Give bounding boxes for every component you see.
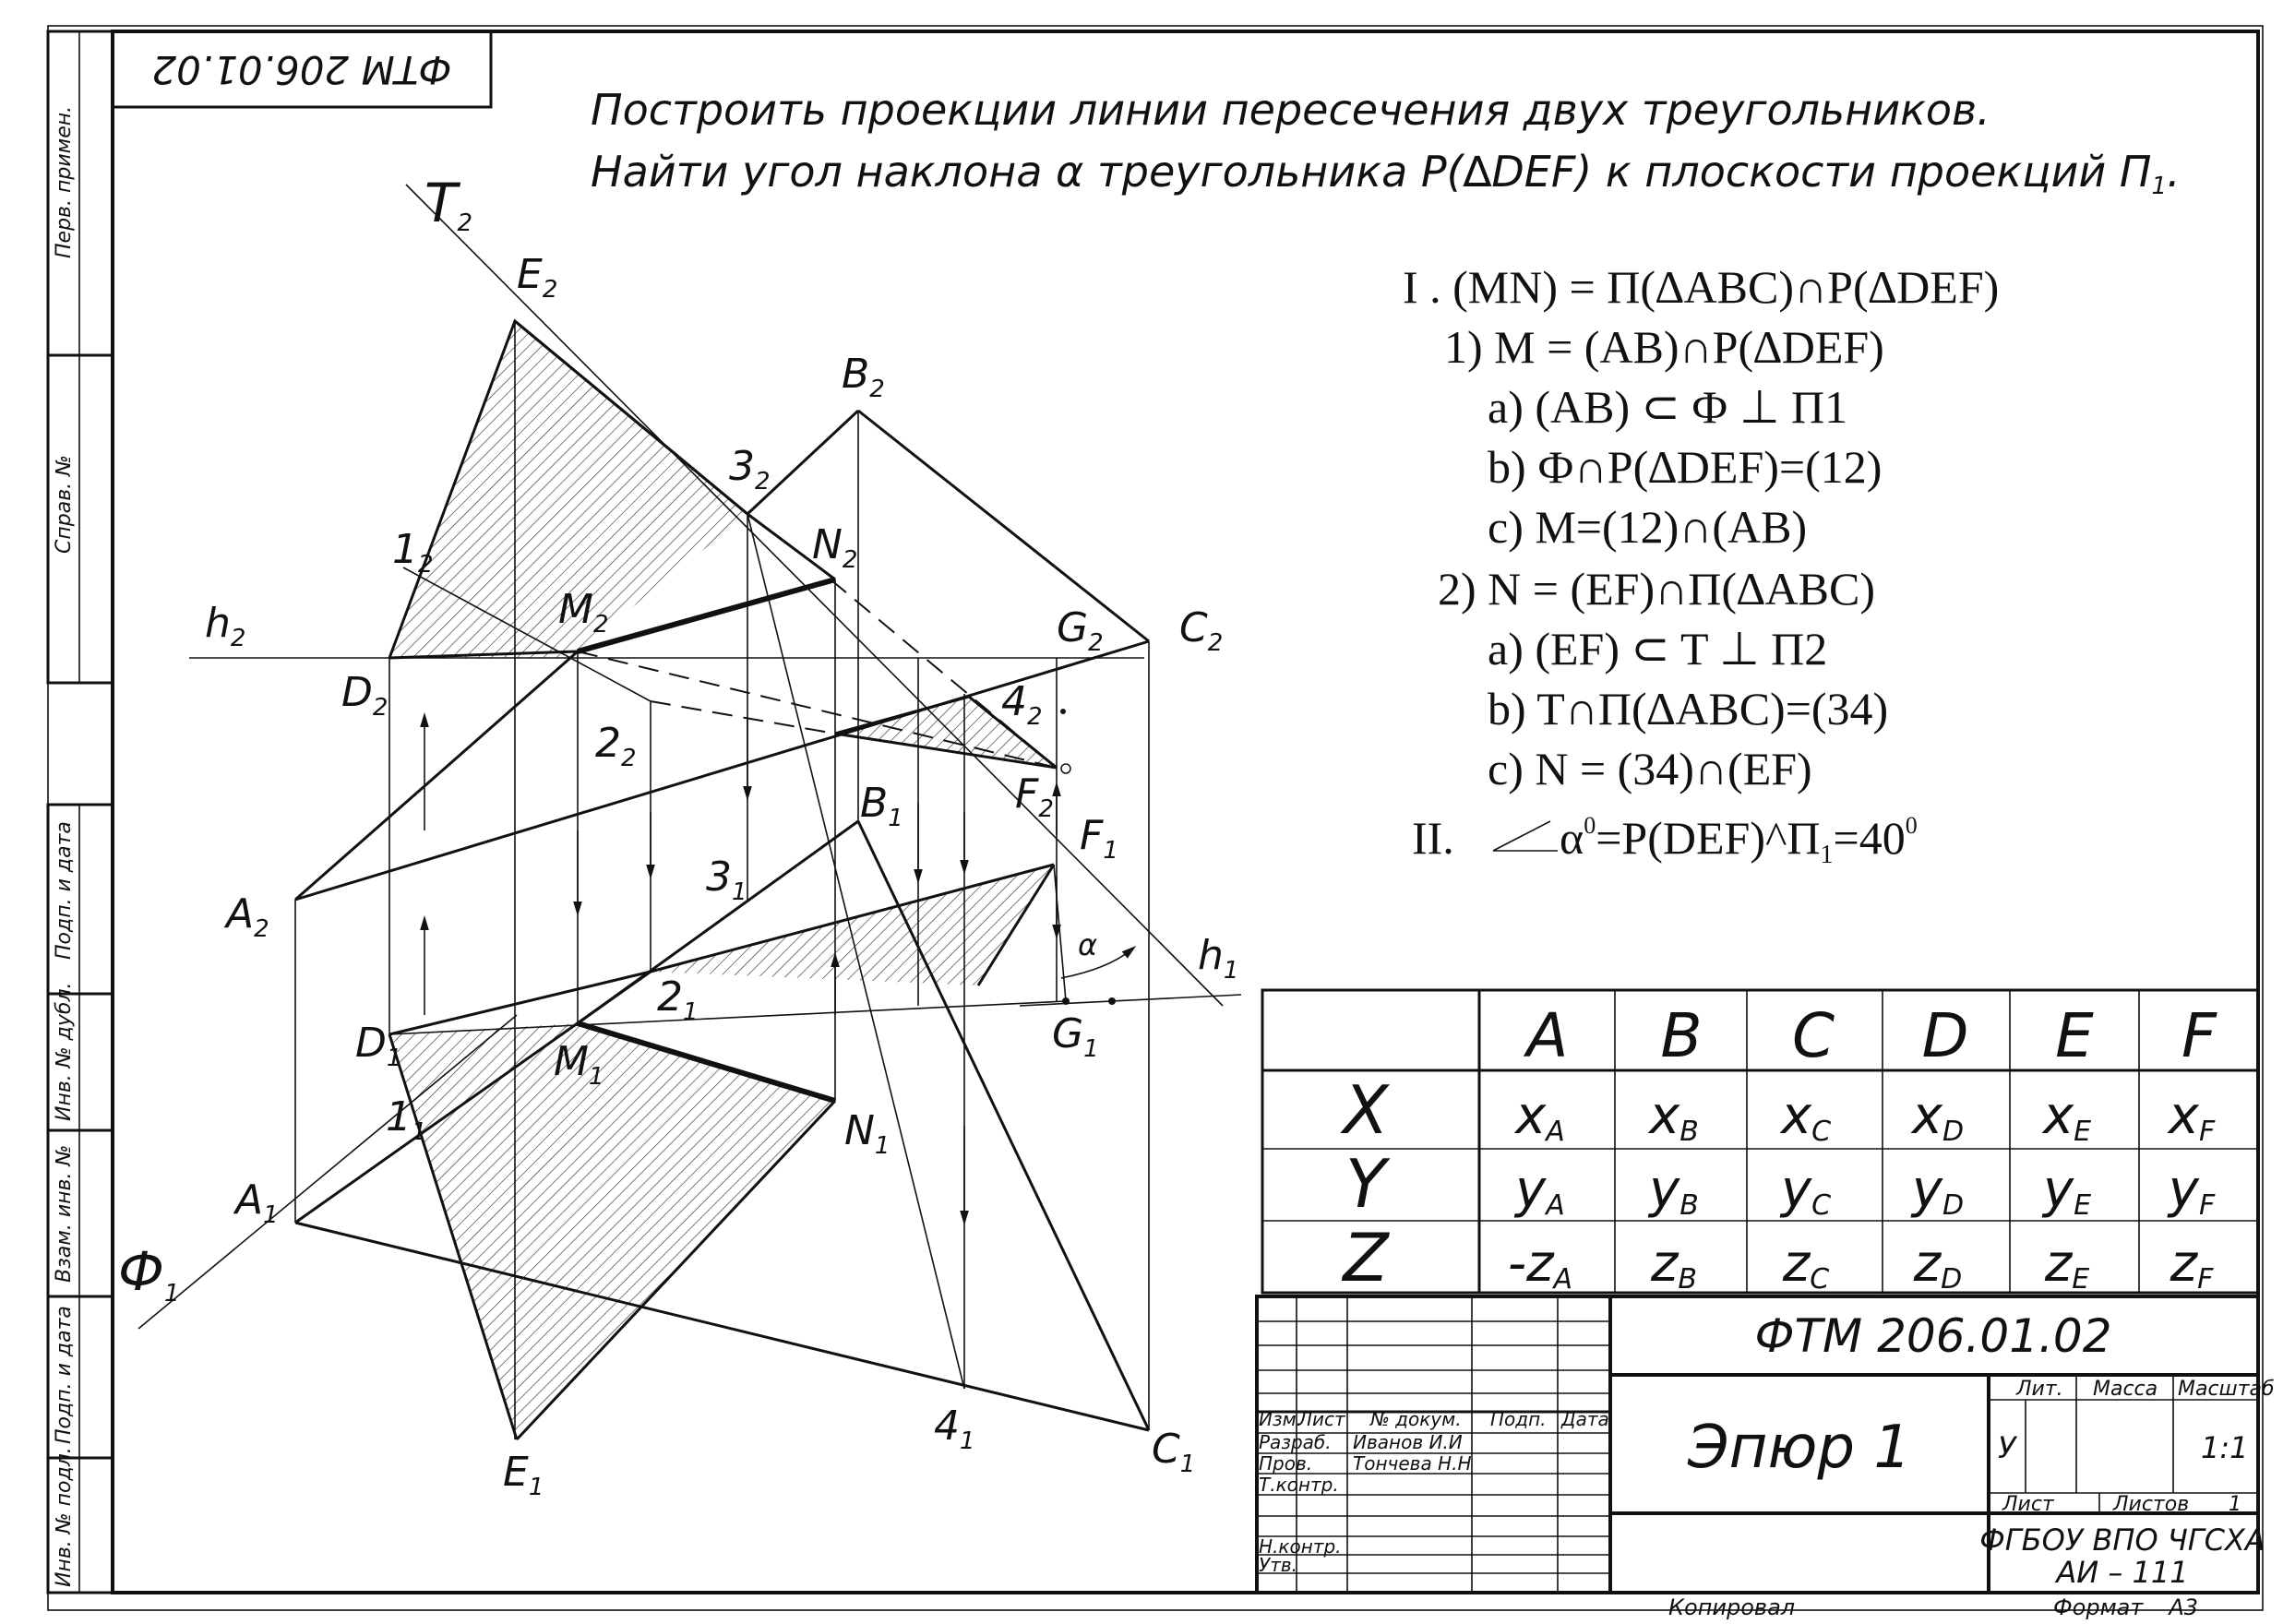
side-sprav: Справ. № [53,454,76,554]
tb-prov-name: Тончева Н.Н [1353,1452,1472,1475]
tb-scale-val: 1:1 [2201,1430,2249,1465]
table-cell: yA [1515,1160,1565,1222]
label-B1: $B_1$ [860,780,903,832]
label-M1: $M_1$ [554,1038,604,1091]
step-1: 1) M = (AB)∩P(∆DEF) [1444,321,1884,373]
label-Phi1: $Ф_1$ [118,1240,180,1308]
table-header-E: E [2055,1000,2094,1071]
side-inv-dubl: Инв. № дубл. [53,982,76,1121]
label-h2: $h_2$ [205,600,246,652]
side-inv-podl: Инв. № подл. [53,1447,76,1587]
label-h1: $h_1$ [1198,932,1239,985]
table-cell: yB [1649,1160,1699,1222]
tb-col-list: Лист [1298,1408,1345,1430]
angle-icon [1493,821,1558,851]
label-D1: $D_1$ [355,1020,402,1072]
table-cell: zE [2044,1234,2090,1296]
label-A2: $A_2$ [226,890,269,943]
label-3-2: $3_2$ [729,443,771,496]
tb-lit: Лит. [2016,1378,2063,1401]
side-podp2: Подп. и дата [53,1306,76,1444]
tb-col-izm: Изм. [1259,1408,1303,1430]
table-cell: zF [2169,1234,2214,1296]
table-cell: yD [1911,1160,1965,1222]
step-1a: a) (AB) ⊂ Ф ⊥ П1 [1488,381,1848,433]
table-header-A: A [1526,1000,1569,1071]
table-cell: -zA [1507,1234,1573,1296]
table-cell: xC [1780,1086,1832,1148]
tb-razrab-name: Иванов И.И [1353,1431,1463,1453]
label-T2: T2 [424,172,472,237]
epure-construction [138,185,1241,1439]
tb-sheet: Лист [2002,1493,2054,1516]
side-perv: Перв. примен. [53,105,76,258]
step-1b: b) Ф∩P(∆DEF)=(12) [1488,441,1883,493]
tb-tkontr: Т.контр. [1259,1474,1339,1496]
label-N1: $N_1$ [844,1107,891,1160]
table-cell: xA [1515,1086,1565,1148]
table-cell: xB [1649,1086,1699,1148]
coordinate-table [1262,990,2258,1296]
task-text [591,85,2181,200]
svg-text:α0=P(DEF)^Π1=400: $\alpha^0=P(DEF)\^{}\Pi_1=40^0$ [1560,812,1918,869]
table-cell: yF [2168,1160,2216,1222]
label-G2: $G_2$ [1057,604,1104,657]
label-C2: $C_2$ [1179,604,1224,657]
label-F2: $F_2$ [1015,770,1054,823]
label-D2: $D_2$ [341,669,388,722]
tb-utv: Утв. [1259,1554,1297,1576]
rotated-code-stamp [113,31,491,107]
label-A1: $A_1$ [235,1176,279,1229]
label-C1: $C_1$ [1152,1426,1196,1478]
table-cell: xE [2042,1086,2092,1148]
tb-format: Формат А3 [2053,1594,2199,1620]
label-G1: $G_1$ [1052,1010,1099,1063]
table-cell: zB [1651,1234,1697,1296]
tb-title: Эпюр 1 [1687,1414,1912,1482]
solution-steps [1403,261,1999,869]
label-E2: $E_2$ [517,251,558,304]
tb-org2: АИ – 111 [2056,1555,2189,1590]
task-line1: Построить проекции линии пересечения двух треугольников. [591,85,1990,135]
label-M2: $M_2$ [558,586,609,639]
label-B2: $B_2$ [842,351,885,403]
step-1c: c) M=(12)∩(AB) [1488,501,1808,553]
tb-kopiroval: Копировал [1668,1594,1796,1620]
table-header-B: B [1660,1000,1703,1071]
step-II [1412,812,1918,869]
label-2-2: $2_2$ [595,720,637,772]
step-I: I . (MN) = Π(∆ABC)∩P(∆DEF) [1403,261,2000,313]
table-cell: xF [2168,1086,2216,1148]
table-cell: xD [1911,1086,1965,1148]
step-2a: a) (EF) ⊂ T ⊥ П2 [1488,623,1828,675]
svg-text:II.: II. [1412,812,1454,864]
side-stamp [53,106,76,1587]
tb-lit-val: У [1998,1430,2016,1465]
rotated-code-text: ФТМ 206.01.02 [151,47,452,92]
tb-razrab: Разраб. [1259,1431,1332,1453]
label-2-1: $2_1$ [657,973,699,1026]
tb-code: ФТМ 206.01.02 [1754,1309,2112,1363]
task-line2: Найти угол наклона α треугольника P(∆DEF) к плоскости проекций П1. [591,147,2181,200]
table-cell: yE [2042,1160,2092,1222]
table-row-axis-X: X [1343,1071,1389,1149]
tb-prov: Пров. [1259,1452,1313,1475]
tb-col-doc: № докум. [1370,1408,1462,1430]
table-cell: yC [1780,1160,1832,1222]
tb-col-podp: Подп. [1490,1408,1547,1430]
step-2c: c) N = (34)∩(EF) [1488,743,1812,794]
side-podp1: Подп. и дата [53,821,76,960]
table-row-axis-Y: Y [1345,1145,1386,1223]
label-1-2: $1_2$ [392,526,434,579]
table-row-axis-Z: Z [1343,1219,1389,1296]
table-cell: zD [1913,1234,1963,1296]
label-4-1: $4_1$ [934,1403,975,1455]
step-2b: b) T∩Π(∆ABC)=(34) [1488,683,1889,734]
table-header-F: F [2181,1000,2217,1071]
point-labels [118,172,1238,1501]
tb-org1: ФГБОУ ВПО ЧГСХА [1979,1522,2265,1558]
side-vzam: Взам. инв. № [53,1144,76,1283]
tb-massa: Масса [2093,1378,2158,1401]
label-4-2: $4_2$ [1001,678,1043,731]
tb-sheets-val: 1 [2229,1493,2241,1516]
table-header-D: D [1921,1000,1969,1071]
title-block [1257,1296,2275,1620]
table-cell: zC [1782,1234,1830,1296]
step-2: 2) N = (EF)∩Π(∆ABC) [1438,563,1876,615]
table-header-C: C [1791,1000,1835,1071]
label-alpha: α [1078,927,1098,962]
tb-sheets: Листов [2113,1493,2190,1516]
tb-nkontr: Н.контр. [1259,1535,1342,1558]
label-3-1: $3_1$ [706,854,747,906]
hatch-def-horizontal [389,1023,835,1439]
label-N2: $N_2$ [812,521,858,574]
label-E1: $E_1$ [503,1449,544,1501]
label-1-1: $1_1$ [386,1093,427,1146]
tb-masshtab: Масштаб [2178,1378,2275,1401]
tb-col-data: Дата [1561,1408,1609,1430]
label-F1: $F_1$ [1080,812,1118,865]
